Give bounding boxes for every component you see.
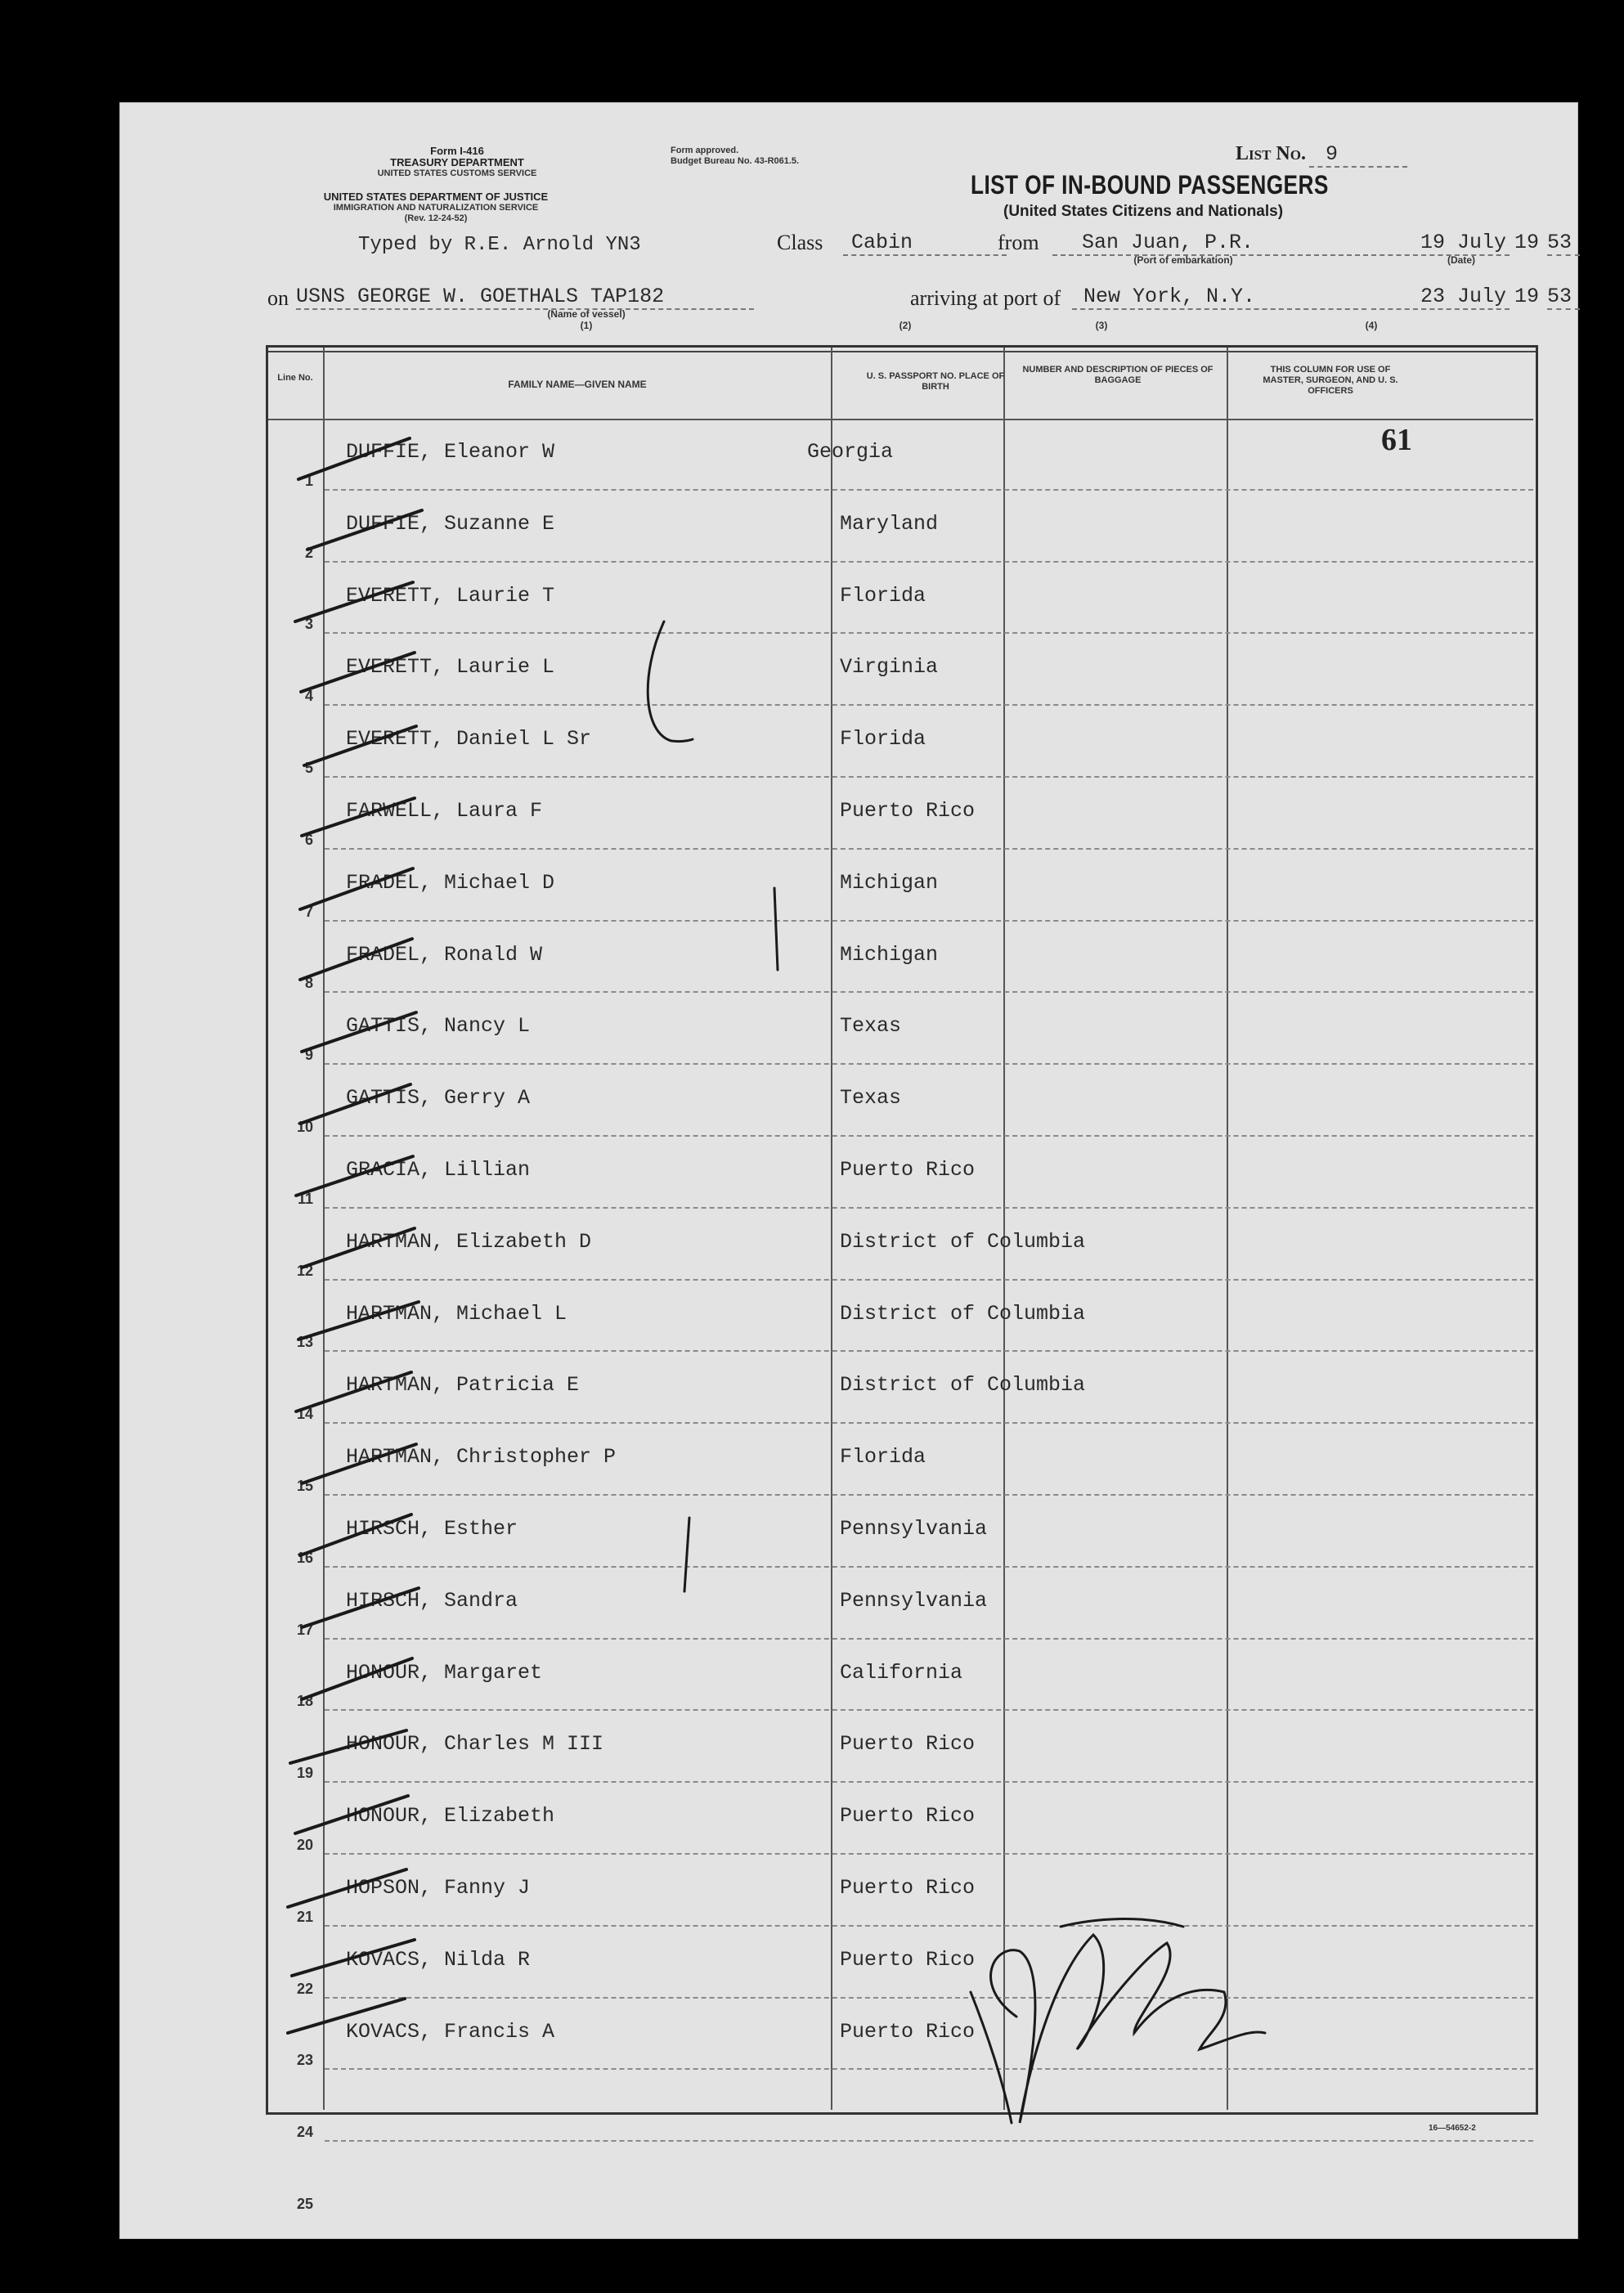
place-of-birth: District of Columbia [840,1373,1086,1398]
row-rule [325,704,1533,706]
form-approved: Form approved. [671,146,739,155]
line-number: 8 [304,975,313,992]
treasury-dept: TREASURY DEPARTMENT [390,156,524,168]
line-number: 25 [296,2196,313,2212]
passenger-name: EVERETT, Laurie L [346,655,555,680]
line-number: 24 [296,2124,313,2141]
place-of-birth: Pennsylvania [840,1588,988,1613]
passenger-name: KOVACS, Nilda R [346,1947,531,1972]
col-num-2: (2) [899,320,912,331]
line-number: 11 [297,1190,313,1207]
row-rule [325,991,1533,993]
revision-date: (Rev. 12-24-52) [404,213,468,223]
budget-bureau: Budget Bureau No. 43-R061.5. [671,156,800,166]
line-number: 1 [304,472,313,489]
header-baggage: NUMBER AND DESCRIPTION OF PIECES OF BAGGAGE [1022,365,1214,385]
place-of-birth: Puerto Rico [840,2019,976,2044]
place-of-birth: Florida [840,583,926,608]
form-code: 16—54652-2 [1429,2124,1476,2133]
col-divider [1003,348,1005,2110]
date2-year: 53 [1547,285,1580,310]
place-of-birth: Puerto Rico [840,1158,976,1182]
justice-dept: UNITED STATES DEPARTMENT OF JUSTICE [323,191,549,203]
passenger-name: HARTMAN, Christopher P [346,1445,617,1470]
row-rule [325,561,1533,563]
date2-value: 23 July [1371,285,1510,310]
col-num-3: (3) [1095,320,1108,331]
list-no-label: List No. [1236,143,1306,164]
passenger-name: GATTIS, Nancy L [346,1014,531,1039]
line-number: 6 [304,831,313,848]
passenger-name: FARWELL, Laura F [346,799,543,823]
line-number: 9 [304,1047,313,1064]
place-of-birth: Puerto Rico [840,1804,976,1829]
list-number [1236,142,1407,168]
from-value: San Juan, P.R. [1052,231,1376,256]
row-rule [325,1925,1533,1927]
row-rule [325,2068,1533,2070]
list-no-value: 9 [1309,142,1407,168]
col-num-1: (1) [580,320,593,331]
passenger-name: HIRSCH, Esther [346,1517,518,1541]
place-of-birth: Florida [840,727,926,752]
passenger-name: HONOUR, Charles M III [346,1732,604,1757]
place-of-birth: Texas [840,1014,902,1039]
line-number: 23 [296,2052,313,2069]
row-rule [325,1494,1533,1496]
header-officers: THIS COLUMN FOR USE OF MASTER, SURGEON, AND U. S. OFFICERS [1263,365,1398,396]
vessel-name: USNS GEORGE W. GOETHALS TAP182 [296,285,754,310]
place-of-birth: Puerto Rico [840,1947,976,1972]
passenger-name: GATTIS, Gerry A [346,1086,531,1111]
place-of-birth: Pennsylvania [840,1517,988,1541]
place-of-birth: District of Columbia [840,1301,1086,1326]
col-divider [1227,348,1228,2110]
passenger-name: DUFFIE, Suzanne E [346,511,555,536]
row-rule [325,2140,1533,2142]
place-of-birth: Georgia [807,440,894,464]
passenger-name: HARTMAN, Elizabeth D [346,1229,592,1254]
date1-value: 19 July [1371,231,1510,256]
row-rule [325,1853,1533,1855]
on-label: on [267,286,289,310]
typed-by: Typed by R.E. Arnold YN3 [358,234,641,256]
line-number: 7 [304,903,313,920]
document-page [119,102,1578,2239]
arrival-port: New York, N.Y. [1072,285,1366,310]
passenger-name: HONOUR, Elizabeth [346,1804,555,1829]
place-of-birth: Puerto Rico [840,1876,976,1900]
place-of-birth: District of Columbia [840,1229,1086,1254]
customs-service: UNITED STATES CUSTOMS SERVICE [377,168,537,178]
line-number: 12 [296,1262,313,1279]
place-of-birth: Puerto Rico [840,799,976,823]
passenger-name: HOPSON, Fanny J [346,1876,531,1900]
row-rule [325,1063,1533,1065]
line-number: 21 [296,1908,313,1925]
passenger-name: HARTMAN, Patricia E [346,1373,580,1398]
date-caption: (Date) [1447,254,1475,266]
date2-year-prefix: 19 [1514,285,1540,308]
place-of-birth: Florida [840,1445,926,1470]
class-label: Class [777,231,823,254]
arriving-label: arriving at port of [910,286,1061,310]
passenger-name: EVERETT, Daniel L Sr [346,727,592,752]
header-birth: U. S. PASSPORT NO. PLACE OF BIRTH [866,371,1005,392]
line-number: 18 [296,1693,313,1710]
row-rule [325,1566,1533,1568]
header-rule [268,419,1533,420]
passenger-name: EVERETT, Laurie T [346,583,555,608]
place-of-birth: Michigan [840,942,939,967]
place-of-birth: Maryland [840,511,939,536]
header-name: FAMILY NAME—GIVEN NAME [508,379,647,390]
port-embarkation-caption: (Port of embarkation) [1133,254,1233,266]
place-of-birth: Puerto Rico [840,1732,976,1757]
row-rule [325,1207,1533,1209]
row-rule [325,489,1533,491]
line-number: 4 [304,688,313,705]
header-line-no: Line No. [277,373,313,383]
line-number: 10 [296,1119,313,1135]
row-rule [325,848,1533,850]
date1-year-prefix: 19 [1514,231,1540,254]
line-number: 16 [296,1549,313,1566]
row-rule [325,1422,1533,1424]
ins-service: IMMIGRATION AND NATURALIZATION SERVICE [333,203,539,213]
line-number: 3 [304,616,313,633]
passenger-name: FRADEL, Ronald W [346,942,543,967]
passenger-name: GRACIA, Lillian [346,1158,531,1182]
place-of-birth: Texas [840,1086,902,1111]
form-number: Form I-416 [430,145,484,157]
place-of-birth: California [840,1660,963,1685]
passenger-name: HARTMAN, Michael L [346,1301,568,1326]
col-num-4: (4) [1365,320,1378,331]
line-number: 2 [304,544,313,561]
page-subtitle: (United States Citizens and Nationals) [1003,203,1284,220]
col-divider [323,348,325,2110]
row-rule [325,1135,1533,1137]
line-number: 13 [296,1334,313,1351]
row-rule [325,1350,1533,1352]
row-rule [325,920,1533,922]
officer-count: 61 [1381,423,1412,457]
page-title: LIST OF IN-BOUND PASSENGERS [971,170,1329,200]
place-of-birth: Michigan [840,870,939,895]
passenger-name: HONOUR, Margaret [346,1660,543,1685]
row-rule [325,776,1533,778]
place-of-birth: Virginia [840,655,939,680]
passenger-name: DUFFIE, Eleanor W [346,440,555,464]
line-number: 17 [296,1621,313,1638]
line-number: 19 [296,1765,313,1782]
passenger-name: HIRSCH, Sandra [346,1588,518,1613]
date1-year: 53 [1547,231,1580,256]
row-rule [325,632,1533,634]
row-rule [325,1709,1533,1711]
passenger-name: KOVACS, Francis A [346,2019,555,2044]
class-value: Cabin [843,231,1007,256]
row-rule [325,1781,1533,1783]
line-number: 5 [304,760,313,776]
passenger-name: FRADEL, Michael D [346,870,555,895]
row-rule [325,1279,1533,1281]
row-rule [325,1638,1533,1640]
col-divider [831,348,832,2110]
line-number: 20 [296,1837,313,1853]
row-rule [325,1997,1533,1999]
from-label: from [998,231,1039,254]
vessel-caption: (Name of vessel) [547,308,626,320]
line-number: 15 [296,1478,313,1494]
line-number: 22 [296,1980,313,1997]
line-number: 14 [296,1406,313,1423]
